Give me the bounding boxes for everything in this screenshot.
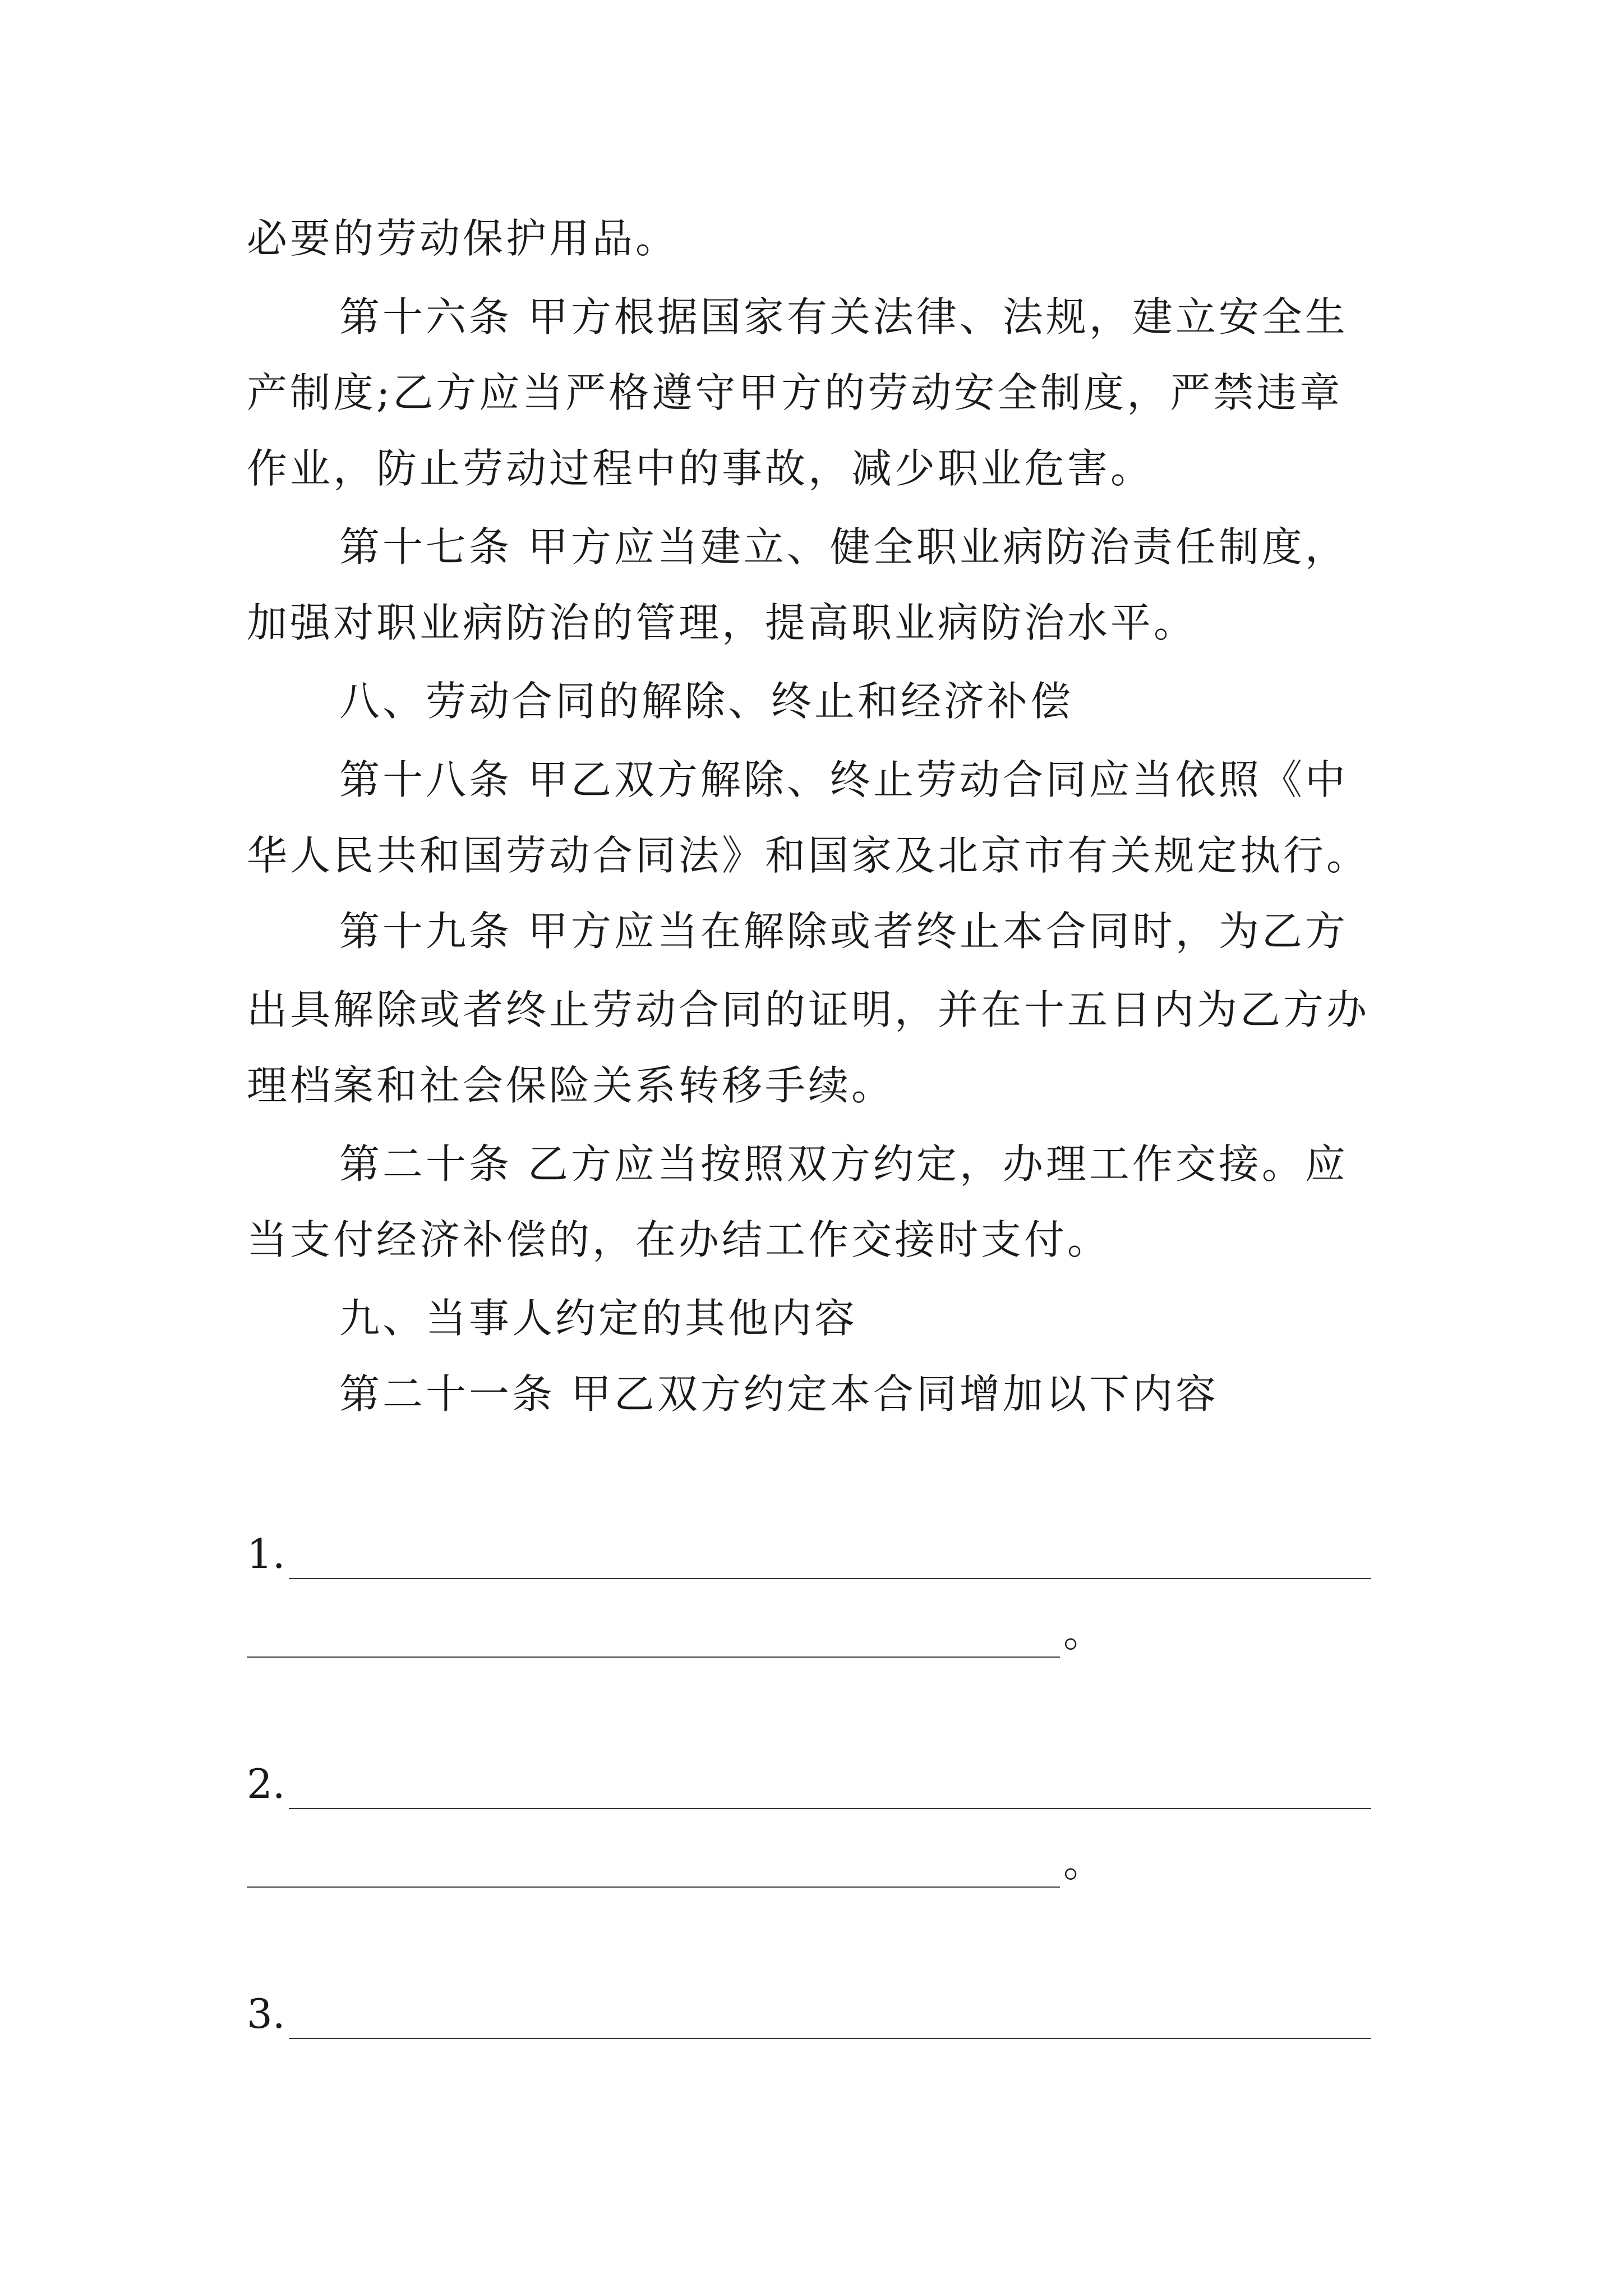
article-20-line-2: 当支付经济补偿的，在办结工作交接时支付。 [247, 1216, 1111, 1263]
section-9-heading: 九、当事人约定的其他内容 [339, 1295, 858, 1342]
article-19-line-3: 理档案和社会保险关系转移手续。 [247, 1062, 895, 1109]
fill-in-line[interactable] [289, 2004, 1371, 2039]
blank-item-2-continuation [247, 1837, 1104, 1888]
article-19-line-1: 第十九条 甲方应当在解除或者终止本合同时，为乙方 [339, 908, 1348, 955]
article-19-line-2: 出具解除或者终止劳动合同的证明，并在十五日内为乙方办 [247, 986, 1370, 1033]
text-line: 必要的劳动保护用品。 [247, 215, 679, 262]
article-18-line-2: 华人民共和国劳动合同法》和国家及北京市有关规定执行。 [247, 832, 1370, 879]
article-16-line-3: 作业，防止劳动过程中的事故，减少职业危害。 [247, 445, 1154, 492]
article-16-line-2: 产制度;乙方应当严格遵守甲方的劳动安全制度，严禁违章 [247, 369, 1343, 416]
article-21-line-1: 第二十一条 甲乙双方约定本合同增加以下内容 [339, 1370, 1219, 1418]
blank-item-3 [247, 1989, 1371, 2039]
end-mark: 。 [1063, 1609, 1104, 1656]
article-17-line-2: 加强对职业病防治的管理，提高职业病防治水平。 [247, 599, 1197, 646]
fill-in-line[interactable] [247, 1623, 1060, 1658]
blank-item-2 [247, 1759, 1371, 1809]
article-20-line-1: 第二十条 乙方应当按照双方约定，办理工作交接。应 [339, 1140, 1348, 1188]
fill-in-line[interactable] [289, 1774, 1371, 1809]
blank-item-number: 3. [247, 1990, 285, 2037]
fill-in-line[interactable] [247, 1853, 1060, 1888]
blank-item-number: 1. [247, 1530, 285, 1577]
article-18-line-1: 第十八条 甲乙双方解除、终止劳动合同应当依照《中 [339, 756, 1348, 803]
article-17-line-1: 第十七条 甲方应当建立、健全职业病防治责任制度， [339, 523, 1348, 570]
end-mark: 。 [1063, 1839, 1104, 1886]
blank-item-1 [247, 1529, 1371, 1579]
fill-in-line[interactable] [289, 1544, 1371, 1579]
section-8-heading: 八、劳动合同的解除、终止和经济补偿 [339, 678, 1074, 725]
article-16-line-1: 第十六条 甲方根据国家有关法律、法规，建立安全生 [339, 293, 1348, 341]
blank-item-1-continuation [247, 1607, 1104, 1658]
blank-item-number: 2. [247, 1760, 285, 1807]
